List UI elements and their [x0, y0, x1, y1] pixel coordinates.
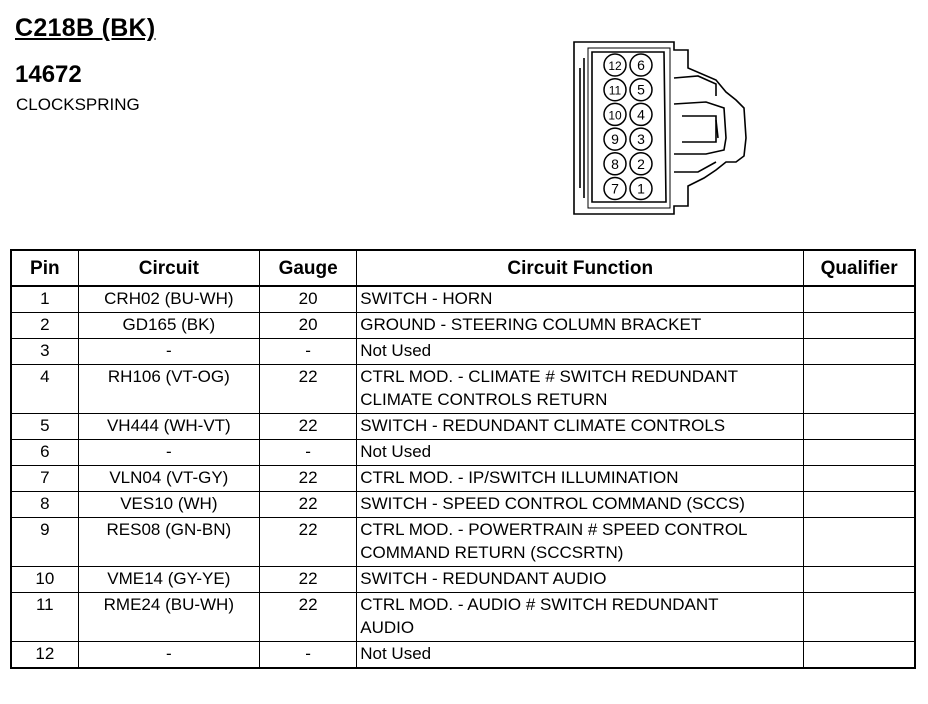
circuit-cell: CRH02 (BU-WH) — [78, 286, 259, 313]
pin-cell: 9 — [11, 518, 78, 567]
gauge-cell: 20 — [260, 286, 357, 313]
circuit-cell: GD165 (BK) — [78, 313, 259, 339]
gauge-cell: 22 — [260, 365, 357, 414]
circuit-cell: RES08 (GN-BN) — [78, 518, 259, 567]
circuit-function-cell — [357, 440, 804, 466]
circuit-cell: VH444 (WH-VT) — [78, 414, 259, 440]
gauge-cell: 22 — [260, 518, 357, 567]
part-name: CLOCKSPRING — [16, 95, 140, 114]
pin-number-label: 8 — [611, 155, 619, 172]
pin-number-label: 6 — [637, 57, 645, 73]
gauge-cell: 22 — [260, 593, 357, 642]
circuit-cell: - — [78, 440, 259, 466]
table-row — [11, 466, 915, 492]
circuit-function-line: CTRL MOD. - AUDIO # SWITCH REDUNDANT — [360, 595, 719, 614]
circuit-function-cell — [357, 466, 804, 492]
gauge-cell: 22 — [260, 414, 357, 440]
circuit-function-line: Not Used — [360, 442, 432, 461]
pin-cell: 3 — [11, 339, 78, 365]
pin-number-label: 11 — [608, 83, 622, 98]
pin-cell: 10 — [11, 567, 78, 593]
table-row — [11, 440, 915, 466]
pin-cell: 12 — [11, 642, 78, 669]
gauge-cell: - — [260, 642, 357, 669]
table-row — [11, 365, 915, 414]
qualifier-cell — [804, 593, 915, 642]
circuit-cell: - — [78, 339, 259, 365]
qualifier-cell — [804, 492, 915, 518]
circuit-function-line: COMMAND RETURN (SCCSRTN) — [360, 543, 624, 562]
gauge-cell: - — [260, 339, 357, 365]
table-row — [11, 518, 915, 567]
circuit-function-cell — [357, 339, 804, 365]
circuit-function-line: CTRL MOD. - CLIMATE # SWITCH REDUNDANT — [360, 367, 739, 386]
pin-number-label: 12 — [608, 59, 622, 73]
pin-cell: 4 — [11, 365, 78, 414]
pin-number-label: 10 — [608, 108, 622, 123]
qualifier-cell — [804, 414, 915, 440]
circuit-cell: RME24 (BU-WH) — [78, 593, 259, 642]
pin-cell: 8 — [11, 492, 78, 518]
table-row — [11, 642, 915, 669]
pin-cell: 11 — [11, 593, 78, 642]
circuit-function-cell — [357, 567, 804, 593]
gauge-cell: - — [260, 440, 357, 466]
part-number: 14672 — [15, 61, 82, 88]
pin-number-label: 2 — [637, 155, 645, 172]
circuit-function-line: SWITCH - REDUNDANT CLIMATE CONTROLS — [360, 416, 726, 435]
pin-cell: 2 — [11, 313, 78, 339]
table-header-row — [11, 250, 915, 286]
connector-face-diagram — [566, 38, 756, 218]
circuit-cell: VES10 (WH) — [78, 492, 259, 518]
circuit-function-line: CTRL MOD. - POWERTRAIN # SPEED CONTROL — [360, 520, 748, 539]
pin-number-label: 5 — [637, 81, 645, 98]
pin-number-label: 3 — [637, 131, 645, 148]
circuit-function-cell — [357, 642, 804, 669]
table-row — [11, 339, 915, 365]
circuit-function-cell — [357, 313, 804, 339]
pinout-table — [10, 249, 916, 669]
circuit-function-line: SWITCH - HORN — [360, 289, 493, 308]
pin-number-label: 4 — [637, 106, 645, 123]
gauge-cell: 22 — [260, 466, 357, 492]
circuit-function-line: CLIMATE CONTROLS RETURN — [360, 390, 608, 409]
qualifier-cell — [804, 466, 915, 492]
circuit-cell: VLN04 (VT-GY) — [78, 466, 259, 492]
pin-cell: 7 — [11, 466, 78, 492]
circuit-function-cell — [357, 593, 804, 642]
gauge-cell: 22 — [260, 492, 357, 518]
qualifier-cell — [804, 642, 915, 669]
circuit-function-cell — [357, 492, 804, 518]
circuit-function-cell — [357, 365, 804, 414]
circuit-function-cell — [357, 518, 804, 567]
circuit-cell: RH106 (VT-OG) — [78, 365, 259, 414]
pin-number-label: 1 — [637, 180, 645, 197]
gauge-cell: 22 — [260, 567, 357, 593]
circuit-cell: - — [78, 642, 259, 669]
table-row — [11, 286, 915, 313]
circuit-function-line: AUDIO — [360, 618, 415, 637]
pin-cell: 1 — [11, 286, 78, 313]
qualifier-cell — [804, 518, 915, 567]
table-row — [11, 492, 915, 518]
qualifier-cell — [804, 365, 915, 414]
header-pin: Pin — [11, 250, 78, 286]
table-row — [11, 313, 915, 339]
pin-cell: 5 — [11, 414, 78, 440]
pin-number-label: 9 — [611, 131, 619, 148]
qualifier-cell — [804, 440, 915, 466]
qualifier-cell — [804, 339, 915, 365]
pin-cell: 6 — [11, 440, 78, 466]
circuit-function-line: SWITCH - REDUNDANT AUDIO — [360, 569, 607, 588]
qualifier-cell — [804, 567, 915, 593]
circuit-function-line: Not Used — [360, 644, 432, 663]
gauge-cell: 20 — [260, 313, 357, 339]
circuit-function-line: CTRL MOD. - IP/SWITCH ILLUMINATION — [360, 468, 679, 487]
table-row — [11, 414, 915, 440]
circuit-function-cell — [357, 286, 804, 313]
circuit-cell: VME14 (GY-YE) — [78, 567, 259, 593]
circuit-function-line: GROUND - STEERING COLUMN BRACKET — [360, 315, 702, 334]
header-circuit-function: Circuit Function — [357, 250, 804, 286]
circuit-function-line: Not Used — [360, 341, 432, 360]
table-row — [11, 567, 915, 593]
header-gauge: Gauge — [260, 250, 357, 286]
circuit-function-cell — [357, 414, 804, 440]
header-qualifier: Qualifier — [804, 250, 915, 286]
circuit-function-line: SWITCH - SPEED CONTROL COMMAND (SCCS) — [360, 494, 745, 513]
header-circuit: Circuit — [78, 250, 259, 286]
qualifier-cell — [804, 313, 915, 339]
qualifier-cell — [804, 286, 915, 313]
connector-title: C218B (BK) — [15, 14, 156, 42]
table-row — [11, 593, 915, 642]
pin-number-label: 7 — [611, 180, 619, 197]
